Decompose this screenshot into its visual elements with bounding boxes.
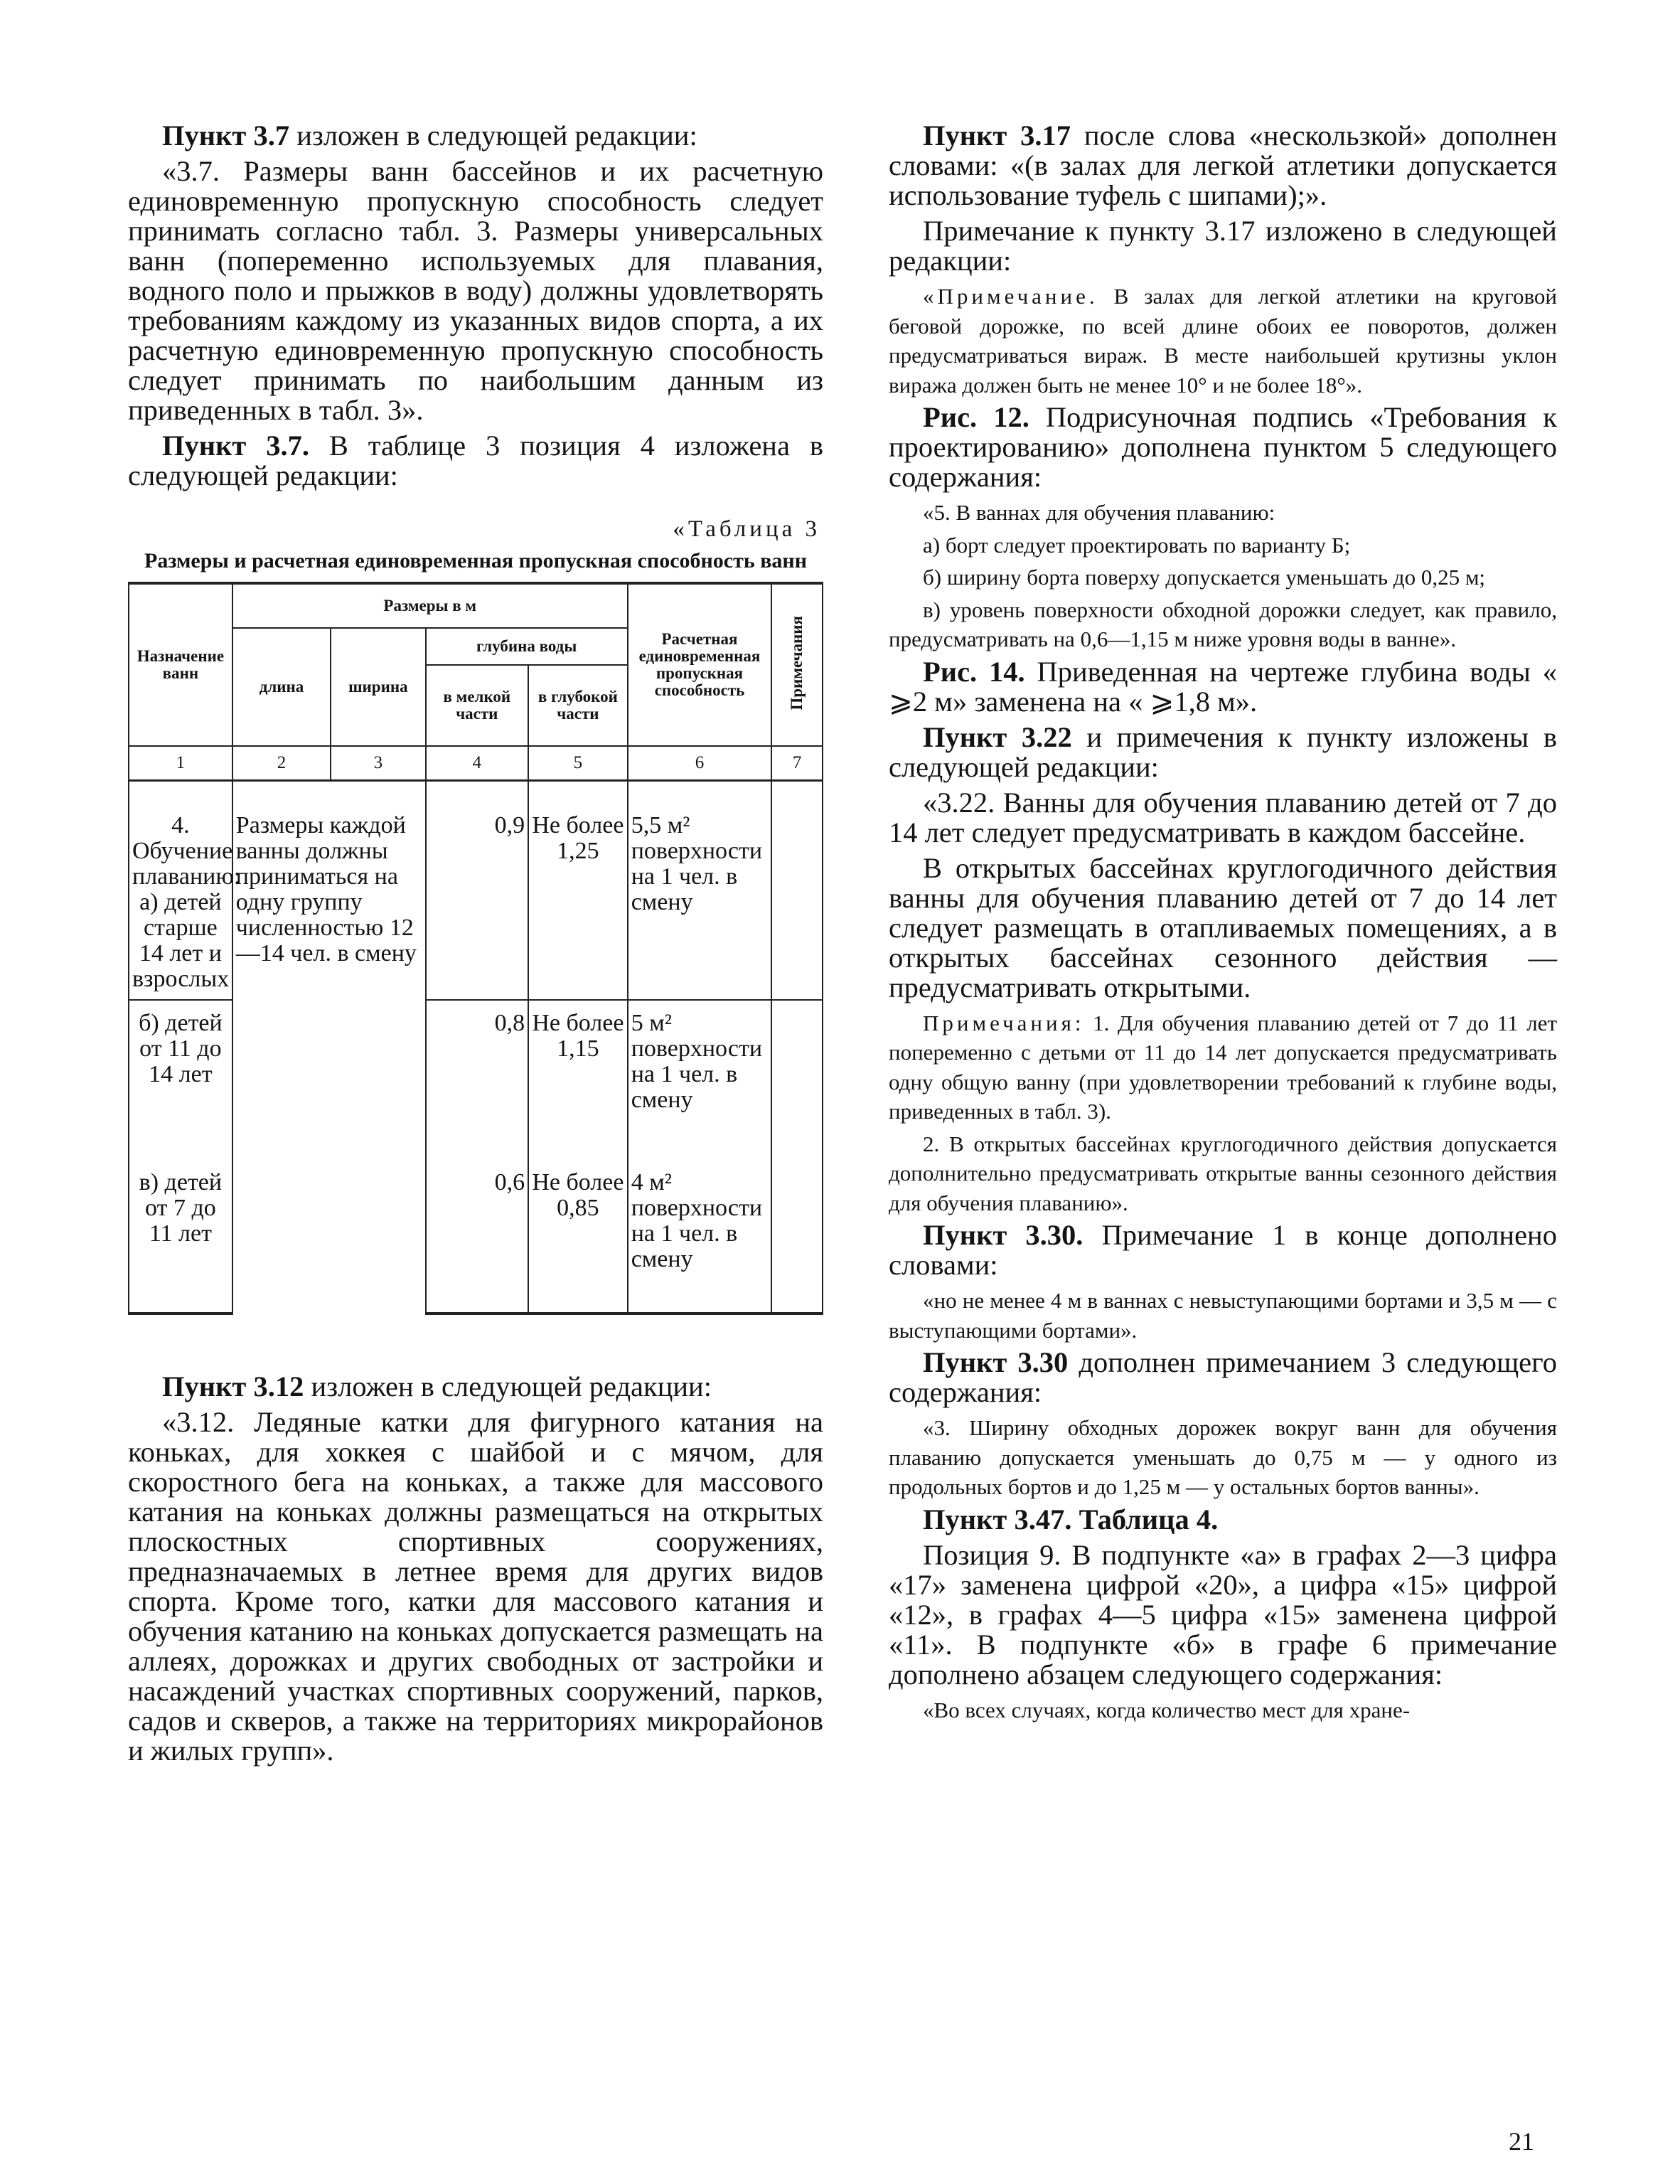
column-number: 6 xyxy=(628,746,772,781)
paragraph-3-30-a xyxy=(889,1220,1557,1280)
cell-shallow: 0,6 xyxy=(426,1160,529,1314)
header-length: длина xyxy=(232,628,331,746)
paragraph-3-22-intro xyxy=(889,720,1557,783)
clause-heading: Пункт 3.12 xyxy=(162,1370,304,1402)
note-text: В залах для легкой атлетики на круговой беговой дорожке, по всей длине обоих ее поворотов, должен предусматриваться вираж. В месте наибольшей крутизны уклон виража должен быть не менее 10° и не более 18°». xyxy=(889,284,1557,398)
note-3-22-2: 2. В открытых бассейнах круглогодичного действия допускается дополнительно предусматривать открытые ванны сезонного действия для обучения плаванию». xyxy=(889,1131,1557,1215)
cell-notes xyxy=(771,781,823,1001)
note-3-30-3: «3. Ширину обходных дорожек вокруг ванн для обучения плаванию допускается уменьшать до 0,75 м — у одного из продольных бортов и до 1,25 м — у остальных бортов ванны». xyxy=(889,1415,1557,1499)
cell-size-rule: Размеры каждой ванны должны приниматься на одну группу численностью 12—14 чел. в смену xyxy=(232,781,426,1314)
paragraph-3-7-intro xyxy=(128,121,823,151)
paragraph-fig-14 xyxy=(889,657,1557,717)
page-number: 21 xyxy=(1509,2127,1534,2156)
paragraph-3-17 xyxy=(889,121,1557,211)
clause-heading: Пункт 3.22 xyxy=(923,720,1072,753)
paragraph-3-7-body: «3.7. Размеры ванн бассейнов и их расчетную единовременную пропускную способность следует принимать согласно табл. 3. Размеры универсальных ванн (попеременно используемых для плавания, водного поло и прыжков в воду) должны удовлетворять требованиям каждому из указанных видов спорта, а их расчетную единовременную пропускную способность следует принимать по наибольшим данным из приведенных в табл. 3». xyxy=(128,155,823,426)
header-shallow: в мелкой части xyxy=(426,665,529,746)
clause-heading: Пункт 3.17 xyxy=(923,119,1071,151)
clause-text: после слова «нескользкой» дополнен словами: «(в залах для легкой атлетики допускается использование туфель с шипами);». xyxy=(889,119,1557,211)
cell-deep: Не более 0,85 xyxy=(528,1160,628,1314)
clause-text: Подрисуночная подпись «Требования к проектированию» дополнена пунктом 5 следующего содержания: xyxy=(889,401,1557,493)
table-row xyxy=(129,781,823,1001)
right-column xyxy=(889,121,1557,1727)
clause-text: изложен в следующей редакции: xyxy=(304,1370,712,1402)
clause-heading: Пункт 3.7. xyxy=(162,430,309,462)
cell-purpose: 4. Обучение плаванию: а) детей старше 14 лет и взрослых xyxy=(129,781,232,1001)
table-3 xyxy=(128,582,823,1315)
note-text: 1. Для обучения плаванию детей от 7 до 11 лет попеременно с детьми от 11 до 14 лет допускается предусматривать одну общую ванну (при удовлетворении требований к глубине воды, приведенных в табл. 3). xyxy=(889,1010,1557,1124)
header-notes-label: Примечания xyxy=(788,616,806,710)
clause-heading: Пункт 3.30 xyxy=(923,1346,1069,1378)
clause-heading: Пункт 3.30. xyxy=(923,1219,1084,1251)
header-deep: в глубокой части xyxy=(528,665,628,746)
column-number: 2 xyxy=(232,746,331,781)
cell-deep: Не более 1,15 xyxy=(528,1000,628,1160)
column-number: 1 xyxy=(129,746,232,781)
clause-text: В таблице 3 позиция 4 изложена в следующей редакции: xyxy=(128,430,823,491)
cell-purpose: в) детей от 7 до 11 лет xyxy=(129,1160,232,1314)
note-label: Примечания: xyxy=(923,1010,1085,1035)
clause-text: изложен в следующей редакции: xyxy=(289,119,697,151)
cell-notes xyxy=(771,1000,823,1160)
paragraph-3-7-table-intro xyxy=(128,431,823,491)
clause-text: Приведенная на чертеже глубина воды « ⩾2 м» заменена на « ⩾1,8 м». xyxy=(889,655,1557,718)
header-purpose: Назначение ванн xyxy=(129,583,232,746)
note-3-17 xyxy=(889,282,1557,400)
paragraph-3-12-body: «3.12. Ледяные катки для фигурного катания на коньках, для хоккея с шайбой и с мячом, для скоростного бега на коньках, а также для массового катания на коньках должны размещаться на открытых плоскостных спортивных сооружениях, предназначаемых в летнее время для других видов спорта. Кроме того, катки для массового катания и обучения катанию на коньках допускается размещать на аллеях, дорожках и других свободных от застройки и насаждений участках спортивных сооружений, парков, садов и скверов, а также на территориях микрорайонов и жилых групп». xyxy=(128,1406,823,1767)
clause-text: дополнен примечанием 3 следующего содержания: xyxy=(889,1346,1557,1408)
paragraph-3-12-intro xyxy=(128,1372,823,1402)
paragraph-3-47-body: Позиция 9. В подпункте «а» в графах 2—3 цифра «17» заменена цифрой «20», а цифра «15» цифрой «12», в графах 4—5 цифра «15» заменена цифрой «11». В подпункте «б» в графе 6 примечание дополнено абзацем следующего содержания: xyxy=(889,1538,1557,1690)
left-column xyxy=(128,121,823,1772)
table-title: Размеры и расчетная единовременная пропускная способность ванн xyxy=(144,549,807,572)
header-width: ширина xyxy=(331,628,425,746)
column-numbers-row xyxy=(129,746,823,781)
clause-text: и примечения к пункту изложены в следующей редакции: xyxy=(889,720,1557,783)
note-3-30-addition: «но не менее 4 м в ваннах с невыступающими бортами и 3,5 м — с выступающими бортами». xyxy=(889,1288,1557,1343)
fig-12-item-c: в) уровень поверхности обходной дорожки следует, как правило, предусматривать на 0,6—1,15 м ниже уровня воды в ванне». xyxy=(889,597,1557,651)
header-notes xyxy=(771,583,823,746)
cell-shallow: 0,8 xyxy=(426,1000,529,1160)
cell-deep: Не более 1,25 xyxy=(528,781,628,1001)
table-caption: «Таблица 3 xyxy=(673,516,820,542)
cell-shallow: 0,9 xyxy=(426,781,529,1001)
paragraph-fig-12 xyxy=(889,403,1557,492)
clause-heading: Пункт 3.47. Таблица 4. xyxy=(923,1503,1219,1535)
header-depth: глубина воды xyxy=(426,628,628,665)
clause-heading: Рис. 12. xyxy=(923,401,1029,433)
column-number: 5 xyxy=(528,746,628,781)
header-sizes: Размеры в м xyxy=(232,583,628,628)
cell-capacity: 4 м² поверхности на 1 чел. в смену xyxy=(628,1160,772,1314)
paragraph-3-17-note-intro: Примечание к пункту 3.17 изложено в следующей редакции: xyxy=(889,215,1557,277)
paragraph-3-22-outdoor: В открытых бассейнах круглогодичного действия ванны для обучения плаванию детей от 7 до 14 лет следует размещать в отапливаемых помещениях, а в открытых бассейнах сезонного действия — предусматривать открытыми. xyxy=(889,851,1557,1003)
clause-heading: Пункт 3.7 xyxy=(162,119,290,151)
cell-notes xyxy=(771,1160,823,1314)
note-3-22-1 xyxy=(889,1008,1557,1126)
header-capacity: Расчетная единовременная пропускная способность xyxy=(628,583,772,746)
paragraph-3-30-b xyxy=(889,1348,1557,1407)
fig-12-item-a: а) борт следует проектировать по варианту Б; xyxy=(923,532,1351,558)
clause-heading: Рис. 14. xyxy=(923,655,1025,688)
fig-12-item-5: «5. В ваннах для обучения плаванию: xyxy=(923,500,1275,525)
note-label: «Примечание. xyxy=(923,284,1098,309)
column-number: 7 xyxy=(771,746,823,781)
column-number: 3 xyxy=(331,746,425,781)
clause-text: Примечание 1 в конце дополнено словами: xyxy=(889,1219,1557,1281)
paragraph-3-22-body: «3.22. Ванны для обучения плаванию детей от 7 до 14 лет следует предусматривать в каждом бассейне. xyxy=(889,786,1557,848)
paragraph-3-47-heading xyxy=(889,1505,1557,1535)
cell-capacity: 5 м² поверхности на 1 чел. в смену xyxy=(628,1000,772,1160)
column-number: 4 xyxy=(426,746,529,781)
cell-capacity: 5,5 м² поверхности на 1 чел. в смену xyxy=(628,781,772,1001)
paragraph-3-47-quote: «Во всех случаях, когда количество мест для хране- xyxy=(923,1697,1411,1722)
fig-12-item-b: б) ширину борта поверху допускается уменьшать до 0,25 м; xyxy=(923,565,1486,590)
cell-purpose: б) детей от 11 до 14 лет xyxy=(129,1000,232,1160)
